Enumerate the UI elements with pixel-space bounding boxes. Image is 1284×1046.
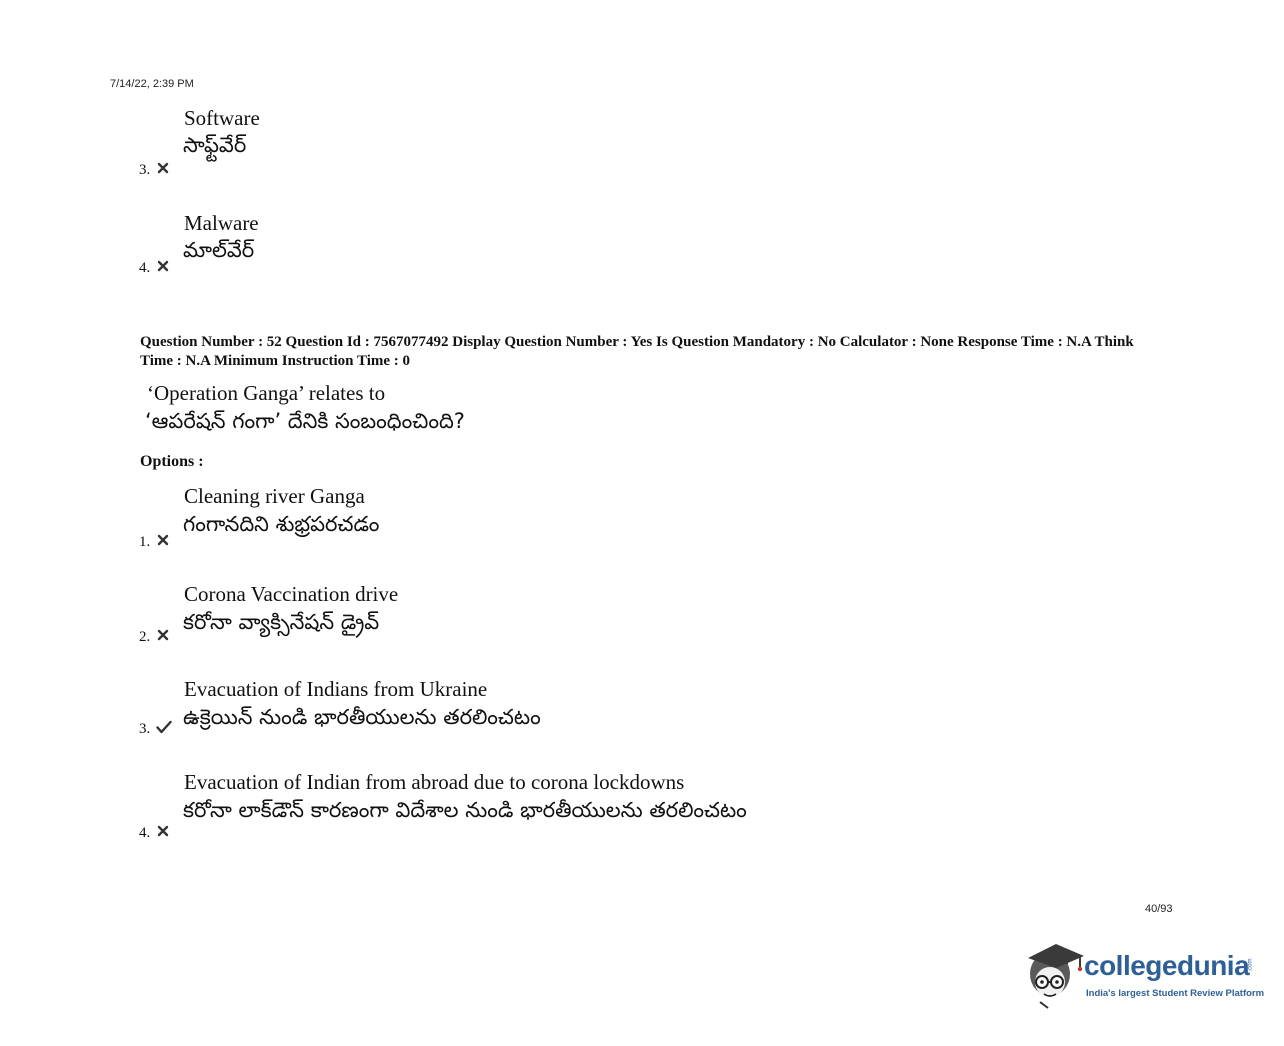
option-1-english: Cleaning river Ganga [184,484,365,508]
options-label: Options : [140,453,204,470]
prev-option-3-english: Software [184,106,260,130]
option-4-english: Evacuation of Indian from abroad due to corona lockdowns [184,770,685,794]
option-4-telugu: కరోనా లాక్‌డౌన్ కారణంగా విదేశాల నుండి భారతీయులను తరలించటం [183,798,747,822]
mascot-icon [1022,938,1086,1010]
cross-icon [156,628,170,642]
option-3-marker [139,720,172,738]
cross-icon [156,259,170,273]
prev-option-4-telugu: మాల్‌వేర్ [183,238,255,262]
option-number: 1. [139,534,151,550]
brand-name: collegedunia [1084,950,1250,981]
option-number: 4. [139,260,151,276]
option-number: 4. [139,825,151,841]
option-4-marker [139,824,170,842]
option-3-telugu: ఉక్రెయిన్ నుండి భారతీయులను తరలించటం [183,705,541,729]
cross-icon [156,824,170,838]
option-2-marker [139,628,170,646]
option-number: 3. [139,162,151,178]
brand-suffix: .com [1247,958,1254,972]
check-icon [156,720,172,734]
option-number: 3. [139,721,151,737]
brand-tagline: India's largest Student Review Platform [1086,988,1265,999]
collegedunia-logo [1022,938,1265,1010]
option-1-marker [139,533,170,551]
cross-icon [156,533,170,547]
option-2-telugu: కరోనా వ్యాక్సినేషన్ డ్రైవ్ [183,610,380,634]
question-text-telugu: ‘ఆపరేషన్ గంగా’ దేనికి సంబంధించింది? [145,409,465,433]
print-timestamp: 7/14/22, 2:39 PM [110,78,194,90]
prev-option-4-marker [139,259,170,277]
question-text-english: ‘Operation Ganga’ relates to [147,381,386,405]
option-3-english: Evacuation of Indians from Ukraine [184,677,488,701]
prev-option-3-telugu: సాఫ్ట్‌వేర్ [183,133,247,157]
option-1-telugu: గంగానదిని శుభ్రపరచడం [183,512,380,536]
option-2-english: Corona Vaccination drive [184,582,399,606]
cross-icon [156,161,170,175]
option-number: 2. [139,629,151,645]
question-meta: Question Number : 52 Question Id : 7567077492 Display Question Number : Yes Is Question Mandatory : No Calculator : None Response Time : N.A Think Time : N.A Minimum Instruction Time : 0 [140,334,1134,369]
prev-option-4-english: Malware [184,211,259,235]
prev-option-3-marker [139,161,170,179]
page-number: 40/93 [1145,903,1173,915]
